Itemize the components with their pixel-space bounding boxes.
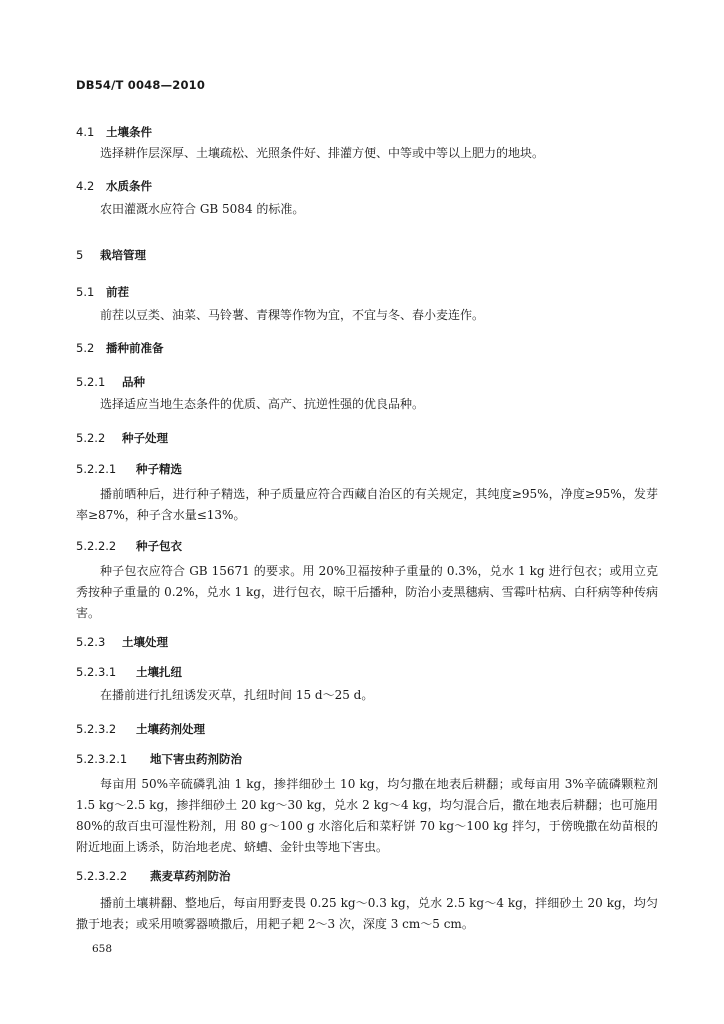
heading-number: 5.2 [76,341,95,355]
paragraph-seed-selection: 播前晒种后，进行种子精选，种子质量应符合西藏自治区的有关规定，其纯度≥95%，净度≥95%，发芽率≥87%，种子含水量≤13%。 [76,487,658,522]
heading-4-2 [76,178,152,194]
heading-4-1 [76,124,152,140]
heading-number: 5.2.3.2.1 [76,752,128,766]
heading-number: 5.2.2 [76,431,106,445]
heading-number: 5.2.3.2 [76,722,117,736]
heading-5-2-2 [76,430,168,446]
heading-title: 种子精选 [136,462,182,476]
heading-5-2 [76,340,164,356]
heading-title: 前茬 [106,285,129,299]
heading-5-2-2-1 [76,461,182,477]
heading-5 [76,247,146,263]
heading-number: 5.2.2.2 [76,539,117,553]
paragraph-soil-tilling: 在播前进行扎纽诱发灭草，扎纽时间 15 d～25 d。 [100,688,374,702]
heading-title: 种子包衣 [136,539,182,553]
heading-number: 4.2 [76,179,95,193]
heading-title: 土壤处理 [122,635,168,649]
heading-5-2-3-2-2 [76,868,231,884]
paragraph-previous-crop: 前茬以豆类、油菜、马铃薯、青稞等作物为宜，不宜与冬、春小麦连作。 [100,308,485,322]
paragraph-wild-oat-control: 播前土壤耕翻、整地后，每亩用野麦畏 0.25 kg～0.3 kg，兑水 2.5 kg～4 kg，拌细砂土 20 kg，均匀撒于地表；或采用喷雾器喷撒后，用耙子耙 2～3 次，深度 3 cm～5 cm。 [76,896,658,931]
heading-title: 地下害虫药剂防治 [150,752,242,766]
heading-title: 栽培管理 [100,248,146,262]
page-number: 658 [92,943,113,955]
heading-number: 5.1 [76,285,95,299]
heading-5-2-2-2 [76,538,182,554]
heading-5-2-3 [76,634,168,650]
heading-5-2-1 [76,374,145,390]
heading-number: 5.2.3 [76,635,106,649]
heading-number: 5.2.3.1 [76,665,117,679]
heading-number: 5.2.3.2.2 [76,869,128,883]
heading-5-2-3-2-1 [76,751,242,767]
heading-title: 播种前准备 [106,341,164,355]
heading-title: 土壤药剂处理 [136,722,205,736]
heading-title: 品种 [122,375,145,389]
document-id: DB54/T 0048—2010 [76,78,206,92]
heading-number: 5.2.2.1 [76,462,117,476]
heading-5-2-3-2 [76,721,205,737]
heading-title: 土壤条件 [106,125,152,139]
heading-title: 种子处理 [122,431,168,445]
paragraph-underground-pest-control: 每亩用 50%辛硫磷乳油 1 kg，掺拌细砂土 10 kg，均匀撒在地表后耕翻；或每亩用 3%辛硫磷颗粒剂 1.5 kg～2.5 kg，掺拌细砂土 20 kg～30 kg，兑水 2 kg～4 kg，均匀混合后，撒在地表后耕翻；也可施用 80%的敌百虫可湿性粉剂，用 80 g～100 g 水溶化后和菜籽饼 70 kg～100 kg 拌匀，于傍晚撒在幼苗根的附近地面上诱杀，防治地老虎、蛴螬、金针虫等地下害虫。 [76,777,658,854]
paragraph-water-quality: 农田灌溉水应符合 GB 5084 的标准。 [100,202,305,216]
heading-title: 燕麦草药剂防治 [150,869,231,883]
paragraph-soil-conditions: 选择耕作层深厚、土壤疏松、光照条件好、排灌方便、中等或中等以上肥力的地块。 [100,146,545,160]
heading-number: 4.1 [76,125,95,139]
paragraph-variety: 选择适应当地生态条件的优质、高产、抗逆性强的优良品种。 [100,397,425,411]
heading-number: 5 [76,248,84,262]
heading-title: 土壤扎纽 [136,665,182,679]
heading-5-2-3-1 [76,664,182,680]
paragraph-seed-coating: 种子包衣应符合 GB 15671 的要求。用 20%卫福按种子重量的 0.3%，兑水 1 kg 进行包衣；或用立克秀按种子重量的 0.2%，兑水 1 kg，进行包衣，晾干后播种，防治小麦黑穗病、雪霉叶枯病、白秆病等种传病害。 [76,564,658,620]
heading-title: 水质条件 [106,179,152,193]
heading-number: 5.2.1 [76,375,106,389]
heading-5-1 [76,284,129,300]
